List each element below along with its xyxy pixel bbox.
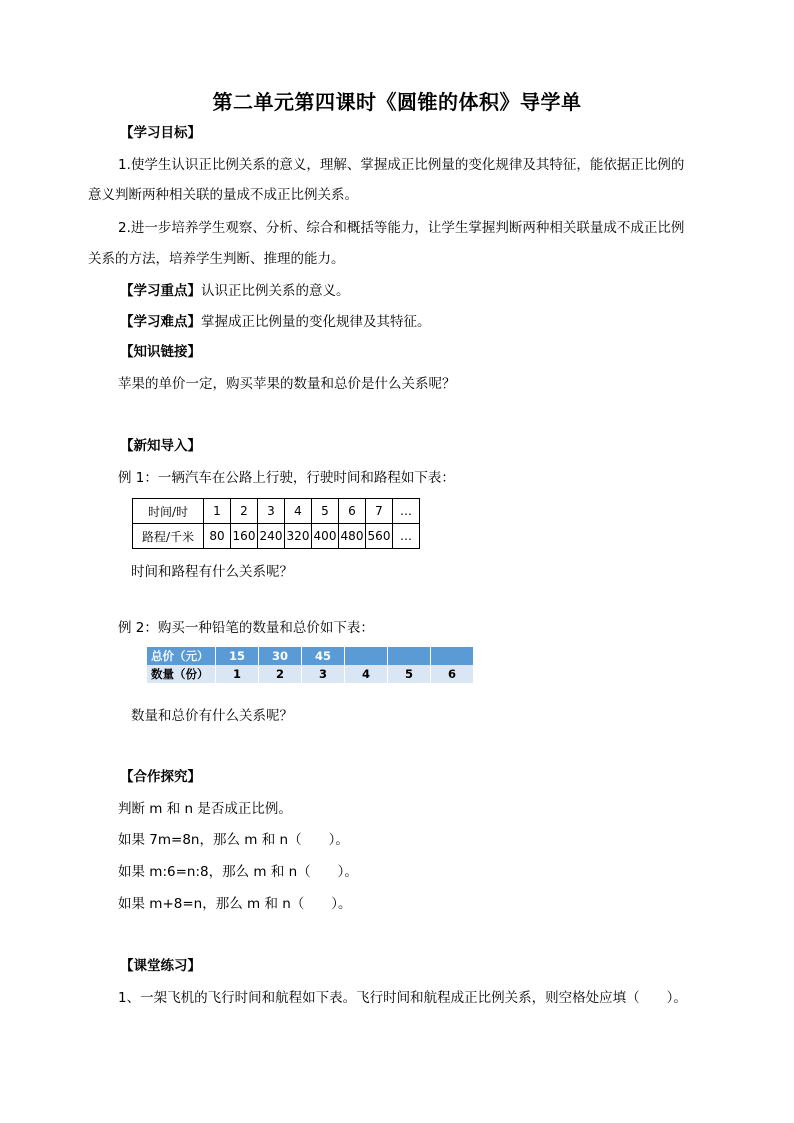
explore-item-2: 如果 m:6=n:8，那么 m 和 n（ ）。: [118, 864, 358, 880]
explore-header: 【合作探究】: [120, 769, 201, 785]
table-cell: [431, 647, 474, 665]
explore-item-3: 如果 m+8=n，那么 m 和 n（ ）。: [118, 896, 352, 912]
time-distance-table: [132, 498, 420, 549]
table-cell: 45: [302, 647, 345, 665]
key-label: 【学习重点】: [120, 283, 201, 299]
table-cell: 4: [285, 499, 312, 524]
table-cell: 5: [312, 499, 339, 524]
goal1-line2: 意义判断两种相关联的量成不成正比例关系。: [88, 187, 358, 203]
table-cell: 2: [259, 665, 302, 683]
table-row: [133, 524, 420, 549]
table-cell: 3: [302, 665, 345, 683]
table-cell: 80: [204, 524, 231, 549]
table-cell: 160: [231, 524, 258, 549]
intro-header: 【新知导入】: [120, 438, 201, 454]
difficulty-label: 【学习难点】: [120, 314, 201, 330]
table-row: [147, 647, 474, 665]
table-header-cell: 路程/千米: [133, 524, 204, 549]
explore-question: 判断 m 和 n 是否成正比例。: [118, 801, 292, 817]
table-row: [133, 499, 420, 524]
table-cell: 240: [258, 524, 285, 549]
table-cell: 480: [339, 524, 366, 549]
goal1-line1: 1.使学生认识正比例关系的意义，理解、掌握成正比例量的变化规律及其特征，能依据正比例的: [118, 157, 685, 173]
question1-text: 时间和路程有什么关系呢？: [131, 564, 293, 580]
explore-item-1: 如果 7m=8n，那么 m 和 n（ ）。: [118, 832, 349, 848]
table-cell: 1: [204, 499, 231, 524]
table-cell: 15: [216, 647, 259, 665]
table-cell: 5: [388, 665, 431, 683]
goal2-line1: 2.进一步培养学生观察、分析、综合和概括等能力，让学生掌握判断两种相关联量成不成正比例: [118, 220, 685, 236]
key-point: [120, 282, 350, 300]
table-header-cell: 时间/时: [133, 499, 204, 524]
table-cell: [345, 647, 388, 665]
table-cell: 320: [285, 524, 312, 549]
key-text: 认识正比例关系的意义。: [201, 283, 350, 299]
table-cell: 7: [366, 499, 393, 524]
price-quantity-table: [147, 647, 474, 683]
table-cell: 6: [431, 665, 474, 683]
table-header-cell: 总价（元）: [147, 647, 216, 665]
table-cell: 560: [366, 524, 393, 549]
table-row: [147, 665, 474, 683]
practice-header: 【课堂练习】: [120, 958, 201, 974]
table-cell: 1: [216, 665, 259, 683]
table-cell: [388, 647, 431, 665]
table-cell: 30: [259, 647, 302, 665]
practice-item-1: 1、一架飞机的飞行时间和航程如下表。飞行时间和航程成正比例关系，则空格处应填（ ）。: [118, 990, 687, 1006]
table-cell: …: [393, 499, 420, 524]
example2-text: 例 2：购买一种铅笔的数量和总价如下表：: [118, 620, 374, 636]
difficulty-point: [120, 313, 431, 331]
table-header-cell: 数量（份）: [147, 665, 216, 683]
page-title: 第二单元第四课时《圆锥的体积》导学单: [212, 90, 582, 114]
table-cell: …: [393, 524, 420, 549]
link-header: 【知识链接】: [120, 344, 201, 360]
goals-header: 【学习目标】: [120, 125, 201, 141]
table-cell: 2: [231, 499, 258, 524]
table-cell: 4: [345, 665, 388, 683]
difficulty-text: 掌握成正比例量的变化规律及其特征。: [201, 314, 431, 330]
goal2-line2: 关系的方法，培养学生判断、推理的能力。: [88, 251, 345, 267]
link-text: 苹果的单价一定，购买苹果的数量和总价是什么关系呢？: [118, 376, 456, 392]
table-cell: 3: [258, 499, 285, 524]
example1-text: 例 1：一辆汽车在公路上行驶，行驶时间和路程如下表：: [118, 470, 455, 486]
table-cell: 6: [339, 499, 366, 524]
question2-text: 数量和总价有什么关系呢？: [131, 708, 293, 724]
table-cell: 400: [312, 524, 339, 549]
